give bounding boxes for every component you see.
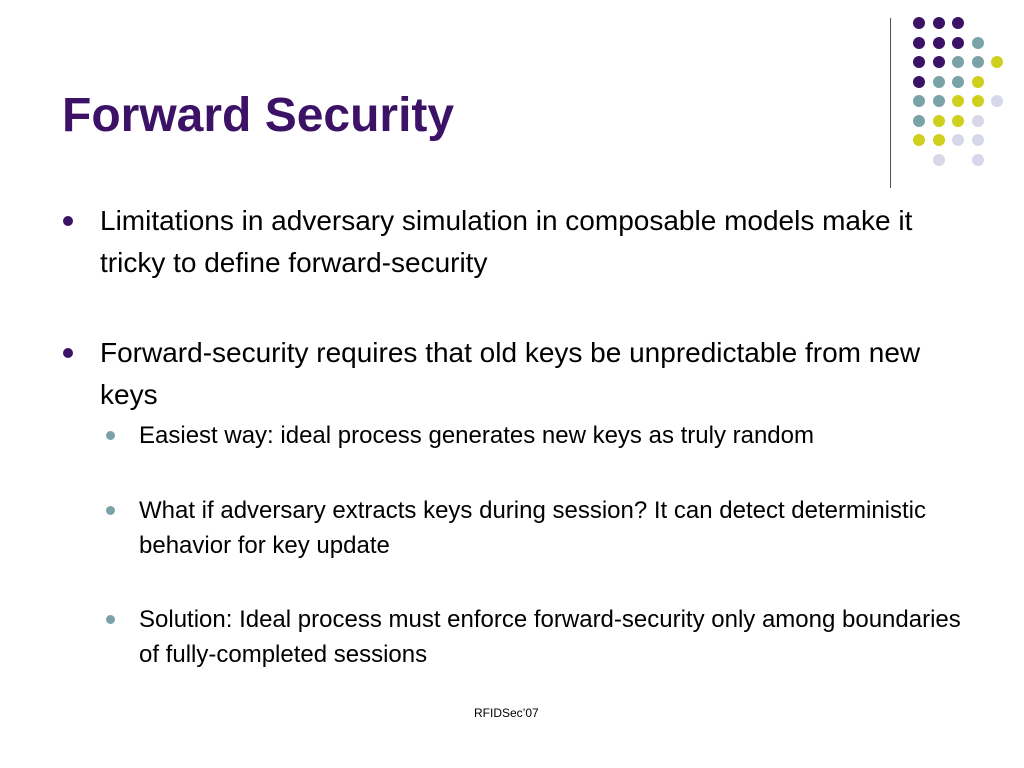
decorative-dot [972, 95, 984, 107]
decorative-dot [972, 56, 984, 68]
decorative-dot [933, 17, 945, 29]
decorative-dot [972, 154, 984, 166]
decorative-dot [991, 95, 1003, 107]
decorative-dot [972, 115, 984, 127]
decorative-dot [933, 56, 945, 68]
decorative-dot [933, 154, 945, 166]
slide-footer: RFIDSec’07 [474, 706, 539, 720]
sub-bullet-item [139, 493, 979, 563]
decorative-dot [913, 95, 925, 107]
decorative-dot [913, 37, 925, 49]
bullet-dot-icon [63, 348, 73, 358]
sub-bullet-text: What if adversary extracts keys during session? It can detect deterministic behavior for key update [139, 497, 926, 559]
bullet-dot-icon [63, 216, 73, 226]
decorative-dot [933, 115, 945, 127]
decorative-dot [972, 76, 984, 88]
sub-bullet-dot-icon [106, 615, 115, 624]
decorative-dot [913, 56, 925, 68]
bullet-text: Limitations in adversary simulation in composable models make it tricky to define forward-security [100, 205, 913, 278]
decorative-dot [933, 95, 945, 107]
decorative-dot [972, 134, 984, 146]
decorative-dot [972, 37, 984, 49]
decorative-dot [913, 76, 925, 88]
decorative-dot [913, 134, 925, 146]
decorative-dot-grid [0, 0, 1024, 200]
decorative-dot [952, 76, 964, 88]
sub-bullet-text: Easiest way: ideal process generates new keys as truly random [139, 422, 814, 449]
sub-bullet-item [139, 418, 979, 453]
decorative-dot [952, 134, 964, 146]
sub-bullet-text: Solution: Ideal process must enforce forward-security only among boundaries of fully-completed sessions [139, 606, 961, 668]
decorative-dot [952, 115, 964, 127]
sub-bullet-dot-icon [106, 506, 115, 515]
decorative-dot [933, 134, 945, 146]
bullet-text: Forward-security requires that old keys be unpredictable from new keys [100, 337, 921, 410]
decorative-dot [991, 56, 1003, 68]
sub-bullet-dot-icon [106, 431, 115, 440]
decorative-dot [952, 95, 964, 107]
decorative-dot [952, 56, 964, 68]
decorative-dot [913, 115, 925, 127]
bullet-item [100, 332, 980, 416]
decorative-dot [952, 17, 964, 29]
decorative-dot [952, 37, 964, 49]
decorative-dot [913, 17, 925, 29]
sub-bullet-item [139, 602, 979, 672]
decorative-dot [933, 76, 945, 88]
bullet-item [100, 200, 980, 284]
slide-title: Forward Security [62, 89, 455, 142]
decorative-dot [933, 37, 945, 49]
